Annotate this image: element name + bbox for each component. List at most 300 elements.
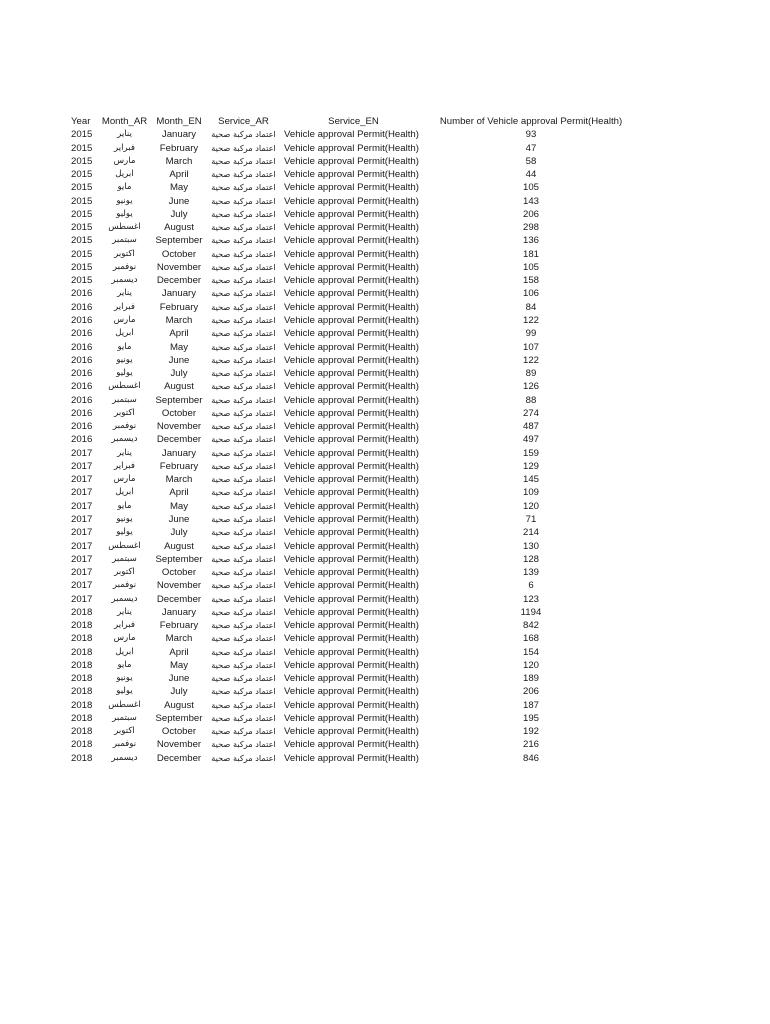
month-en-cell: December — [156, 434, 202, 446]
table-row — [66, 234, 636, 247]
service-en-cell: Vehicle approval Permit(Health) — [284, 328, 419, 340]
permit-count-cell: 107 — [522, 341, 539, 353]
permit-count-cell: 99 — [525, 328, 537, 340]
header-row — [66, 115, 636, 128]
year-cell: 2016 — [71, 301, 93, 313]
permit-count-cell: 6 — [528, 580, 534, 592]
month-en-cell: February — [159, 620, 199, 632]
table-row — [66, 354, 636, 367]
month-en-cell: June — [168, 513, 190, 525]
year-cell: 2017 — [71, 487, 93, 499]
table-row — [66, 632, 636, 645]
table-row — [66, 659, 636, 672]
month-ar-cell: ابريل — [115, 487, 134, 498]
month-en-cell: July — [170, 686, 188, 698]
permit-count-cell: 93 — [525, 129, 537, 141]
table-row — [66, 155, 636, 168]
table-row — [66, 433, 636, 446]
service-en-cell: Vehicle approval Permit(Health) — [284, 275, 419, 287]
table-row — [66, 380, 636, 393]
permit-count-cell: 214 — [522, 527, 539, 539]
year-cell: 2016 — [71, 407, 93, 419]
month-en-cell: June — [168, 195, 190, 207]
month-ar-cell: يناير — [117, 606, 132, 617]
service-ar-cell: اعتماد مركبة صحية — [211, 527, 276, 538]
service-ar-cell: اعتماد مركبة صحية — [211, 208, 276, 219]
service-en-cell: Vehicle approval Permit(Health) — [284, 474, 419, 486]
month-en-cell: November — [156, 739, 202, 751]
permit-count-cell: 846 — [522, 752, 539, 764]
year-cell: 2018 — [71, 686, 93, 698]
table-row — [66, 221, 636, 234]
service-ar-cell: اعتماد مركبة صحية — [211, 195, 276, 206]
month-ar-cell: نوفمبر — [112, 261, 137, 272]
service-ar-cell: اعتماد مركبة صحية — [211, 394, 276, 405]
permit-count-cell: 143 — [522, 195, 539, 207]
year-cell: 2018 — [71, 659, 93, 671]
permit-count-cell: 126 — [522, 381, 539, 393]
month-en-cell: August — [164, 222, 194, 234]
year-cell: 2015 — [71, 155, 93, 167]
month-en-cell: September — [155, 553, 203, 565]
table-row — [66, 725, 636, 738]
table-row — [66, 513, 636, 526]
month-ar-cell: يوليو — [116, 208, 133, 219]
month-en-cell: May — [169, 500, 189, 512]
month-ar-cell: نوفمبر — [112, 580, 137, 591]
month-ar-cell: ابريل — [115, 169, 134, 180]
year-cell: 2017 — [71, 580, 93, 592]
month-ar-cell: ديسمبر — [111, 275, 138, 286]
year-cell: 2018 — [71, 673, 93, 685]
service-ar-cell: اعتماد مركبة صحية — [211, 593, 276, 604]
permit-count-cell: 158 — [522, 275, 539, 287]
year-cell: 2015 — [71, 261, 93, 273]
service-en-cell: Vehicle approval Permit(Health) — [284, 593, 419, 605]
service-ar-cell: اعتماد مركبة صحية — [211, 434, 276, 445]
year-cell: 2017 — [71, 540, 93, 552]
table-row — [66, 128, 636, 141]
month-en-cell: November — [156, 580, 202, 592]
year-cell: 2015 — [71, 222, 93, 234]
permit-count-cell: 88 — [525, 394, 537, 406]
table-row — [66, 208, 636, 221]
service-en-cell: Vehicle approval Permit(Health) — [284, 567, 419, 579]
table-row — [66, 142, 636, 155]
service-ar-cell: اعتماد مركبة صحية — [211, 182, 276, 193]
table-row — [66, 181, 636, 194]
permit-count-cell: 192 — [522, 726, 539, 738]
service-en-cell: Vehicle approval Permit(Health) — [284, 739, 419, 751]
service-en-cell: Vehicle approval Permit(Health) — [284, 182, 419, 194]
month-ar-cell: نوفمبر — [112, 739, 137, 750]
table-row — [66, 261, 636, 274]
service-ar-cell: اعتماد مركبة صحية — [211, 421, 276, 432]
service-ar-cell: اعتماد مركبة صحية — [211, 752, 276, 763]
permit-count-cell: 122 — [522, 314, 539, 326]
permit-count-cell: 71 — [525, 513, 537, 525]
permit-count-cell: 497 — [522, 434, 539, 446]
year-cell: 2018 — [71, 752, 93, 764]
year-cell: 2017 — [71, 460, 93, 472]
service-ar-cell: اعتماد مركبة صحية — [211, 288, 276, 299]
permit-count-cell: 216 — [522, 739, 539, 751]
permit-count-cell: 120 — [522, 659, 539, 671]
year-cell: 2016 — [71, 394, 93, 406]
month-en-cell: February — [159, 142, 199, 154]
year-cell: 2018 — [71, 712, 93, 724]
service-en-cell: Vehicle approval Permit(Health) — [284, 447, 419, 459]
service-en-cell: Vehicle approval Permit(Health) — [284, 673, 419, 685]
table-row — [66, 738, 636, 751]
service-en-cell: Vehicle approval Permit(Health) — [284, 726, 419, 738]
month-en-cell: August — [164, 699, 194, 711]
spreadsheet-sheet — [66, 115, 636, 765]
table-row — [66, 274, 636, 287]
month-ar-cell: ابريل — [115, 646, 134, 657]
table-row — [66, 341, 636, 354]
column-header-service-ar: Service_AR — [218, 116, 269, 127]
service-en-cell: Vehicle approval Permit(Health) — [284, 712, 419, 724]
service-ar-cell: اعتماد مركبة صحية — [211, 580, 276, 591]
month-en-cell: July — [170, 368, 188, 380]
table-row — [66, 566, 636, 579]
table-row — [66, 394, 636, 407]
service-en-cell: Vehicle approval Permit(Health) — [284, 487, 419, 499]
month-en-cell: June — [168, 354, 190, 366]
month-ar-cell: يناير — [117, 288, 132, 299]
service-ar-cell: اعتماد مركبة صحية — [211, 646, 276, 657]
month-en-cell: January — [161, 129, 197, 141]
year-cell: 2015 — [71, 142, 93, 154]
month-ar-cell: يونيو — [116, 673, 133, 684]
service-en-cell: Vehicle approval Permit(Health) — [284, 129, 419, 141]
year-cell: 2017 — [71, 513, 93, 525]
year-cell: 2018 — [71, 606, 93, 618]
table-row — [66, 685, 636, 698]
year-cell: 2018 — [71, 620, 93, 632]
month-ar-cell: سبتمبر — [112, 235, 137, 246]
year-cell: 2018 — [71, 726, 93, 738]
month-ar-cell: فبراير — [114, 620, 135, 631]
month-ar-cell: ديسمبر — [111, 752, 138, 763]
table-row — [66, 646, 636, 659]
permit-count-cell: 122 — [522, 354, 539, 366]
month-ar-cell: اكتوبر — [114, 567, 135, 578]
year-cell: 2015 — [71, 129, 93, 141]
service-ar-cell: اعتماد مركبة صحية — [211, 142, 276, 153]
service-ar-cell: اعتماد مركبة صحية — [211, 540, 276, 551]
month-en-cell: March — [165, 314, 193, 326]
permit-count-cell: 89 — [525, 368, 537, 380]
month-en-cell: October — [161, 407, 197, 419]
month-ar-cell: اغسطس — [108, 540, 141, 551]
table-row — [66, 367, 636, 380]
year-cell: 2015 — [71, 235, 93, 247]
month-en-cell: November — [156, 421, 202, 433]
service-en-cell: Vehicle approval Permit(Health) — [284, 341, 419, 353]
permit-count-cell: 130 — [522, 540, 539, 552]
service-ar-cell: اعتماد مركبة صحية — [211, 328, 276, 339]
table-row — [66, 168, 636, 181]
table-row — [66, 460, 636, 473]
service-en-cell: Vehicle approval Permit(Health) — [284, 248, 419, 260]
service-en-cell: Vehicle approval Permit(Health) — [284, 527, 419, 539]
month-ar-cell: يوليو — [116, 686, 133, 697]
month-en-cell: July — [170, 527, 188, 539]
year-cell: 2015 — [71, 248, 93, 260]
month-en-cell: August — [164, 540, 194, 552]
month-ar-cell: يوليو — [116, 368, 133, 379]
service-ar-cell: اعتماد مركبة صحية — [211, 726, 276, 737]
month-en-cell: April — [169, 169, 189, 181]
table-row — [66, 486, 636, 499]
table-row — [66, 553, 636, 566]
year-cell: 2016 — [71, 368, 93, 380]
table-row — [66, 500, 636, 513]
service-en-cell: Vehicle approval Permit(Health) — [284, 169, 419, 181]
month-en-cell: March — [165, 474, 193, 486]
month-ar-cell: مارس — [113, 633, 136, 644]
table-row — [66, 195, 636, 208]
service-ar-cell: اعتماد مركبة صحية — [211, 368, 276, 379]
service-ar-cell: اعتماد مركبة صحية — [211, 553, 276, 564]
service-ar-cell: اعتماد مركبة صحية — [211, 341, 276, 352]
table-row — [66, 473, 636, 486]
month-ar-cell: مايو — [117, 182, 132, 193]
service-en-cell: Vehicle approval Permit(Health) — [284, 155, 419, 167]
month-ar-cell: مارس — [113, 155, 136, 166]
year-cell: 2017 — [71, 553, 93, 565]
service-en-cell: Vehicle approval Permit(Health) — [284, 553, 419, 565]
service-en-cell: Vehicle approval Permit(Health) — [284, 354, 419, 366]
month-ar-cell: نوفمبر — [112, 421, 137, 432]
table-row — [66, 619, 636, 632]
permit-count-cell: 44 — [525, 169, 537, 181]
service-ar-cell: اعتماد مركبة صحية — [211, 712, 276, 723]
month-ar-cell: يوليو — [116, 527, 133, 538]
month-en-cell: August — [164, 381, 194, 393]
year-cell: 2018 — [71, 699, 93, 711]
month-ar-cell: ديسمبر — [111, 434, 138, 445]
year-cell: 2017 — [71, 447, 93, 459]
month-ar-cell: مايو — [117, 659, 132, 670]
service-en-cell: Vehicle approval Permit(Health) — [284, 421, 419, 433]
month-en-cell: June — [168, 673, 190, 685]
year-cell: 2016 — [71, 314, 93, 326]
table-row — [66, 287, 636, 300]
service-en-cell: Vehicle approval Permit(Health) — [284, 633, 419, 645]
service-ar-cell: اعتماد مركبة صحية — [211, 513, 276, 524]
year-cell: 2015 — [71, 208, 93, 220]
service-en-cell: Vehicle approval Permit(Health) — [284, 208, 419, 220]
service-ar-cell: اعتماد مركبة صحية — [211, 567, 276, 578]
service-en-cell: Vehicle approval Permit(Health) — [284, 314, 419, 326]
service-en-cell: Vehicle approval Permit(Health) — [284, 606, 419, 618]
service-en-cell: Vehicle approval Permit(Health) — [284, 540, 419, 552]
month-ar-cell: فبراير — [114, 301, 135, 312]
month-ar-cell: سبتمبر — [112, 712, 137, 723]
month-ar-cell: فبراير — [114, 460, 135, 471]
service-ar-cell: اعتماد مركبة صحية — [211, 169, 276, 180]
month-en-cell: May — [169, 341, 189, 353]
year-cell: 2015 — [71, 275, 93, 287]
service-ar-cell: اعتماد مركبة صحية — [211, 686, 276, 697]
month-en-cell: September — [155, 394, 203, 406]
month-ar-cell: فبراير — [114, 142, 135, 153]
month-en-cell: May — [169, 182, 189, 194]
service-en-cell: Vehicle approval Permit(Health) — [284, 288, 419, 300]
service-en-cell: Vehicle approval Permit(Health) — [284, 686, 419, 698]
service-en-cell: Vehicle approval Permit(Health) — [284, 394, 419, 406]
service-ar-cell: اعتماد مركبة صحية — [211, 620, 276, 631]
month-en-cell: September — [155, 712, 203, 724]
column-header-month-en: Month_EN — [156, 116, 202, 127]
column-header-month-ar: Month_AR — [101, 116, 148, 127]
month-en-cell: December — [156, 593, 202, 605]
table-row — [66, 327, 636, 340]
year-cell: 2016 — [71, 421, 93, 433]
year-cell: 2017 — [71, 593, 93, 605]
permit-count-cell: 159 — [522, 447, 539, 459]
month-ar-cell: يونيو — [116, 195, 133, 206]
permit-count-cell: 187 — [522, 699, 539, 711]
month-en-cell: February — [159, 460, 199, 472]
year-cell: 2015 — [71, 182, 93, 194]
month-ar-cell: اغسطس — [108, 381, 141, 392]
service-ar-cell: اعتماد مركبة صحية — [211, 606, 276, 617]
month-ar-cell: ديسمبر — [111, 593, 138, 604]
service-en-cell: Vehicle approval Permit(Health) — [284, 699, 419, 711]
service-ar-cell: اعتماد مركبة صحية — [211, 235, 276, 246]
service-ar-cell: اعتماد مركبة صحية — [211, 314, 276, 325]
table-row — [66, 712, 636, 725]
service-ar-cell: اعتماد مركبة صحية — [211, 699, 276, 710]
permit-count-cell: 105 — [522, 261, 539, 273]
data-table — [66, 115, 636, 765]
month-en-cell: January — [161, 288, 197, 300]
year-cell: 2016 — [71, 434, 93, 446]
month-en-cell: April — [169, 487, 189, 499]
service-ar-cell: اعتماد مركبة صحية — [211, 500, 276, 511]
permit-count-cell: 181 — [522, 248, 539, 260]
service-en-cell: Vehicle approval Permit(Health) — [284, 261, 419, 273]
year-cell: 2016 — [71, 354, 93, 366]
service-ar-cell: اعتماد مركبة صحية — [211, 659, 276, 670]
month-en-cell: July — [170, 208, 188, 220]
column-header-service-en: Service_EN — [328, 116, 379, 127]
service-ar-cell: اعتماد مركبة صحية — [211, 275, 276, 286]
month-en-cell: November — [156, 261, 202, 273]
table-row — [66, 606, 636, 619]
service-en-cell: Vehicle approval Permit(Health) — [284, 752, 419, 764]
permit-count-cell: 487 — [522, 421, 539, 433]
month-en-cell: December — [156, 275, 202, 287]
service-en-cell: Vehicle approval Permit(Health) — [284, 301, 419, 313]
service-ar-cell: اعتماد مركبة صحية — [211, 460, 276, 471]
service-en-cell: Vehicle approval Permit(Health) — [284, 222, 419, 234]
year-cell: 2018 — [71, 646, 93, 658]
service-ar-cell: اعتماد مركبة صحية — [211, 381, 276, 392]
service-ar-cell: اعتماد مركبة صحية — [211, 447, 276, 458]
year-cell: 2016 — [71, 381, 93, 393]
service-en-cell: Vehicle approval Permit(Health) — [284, 368, 419, 380]
table-row — [66, 420, 636, 433]
service-ar-cell: اعتماد مركبة صحية — [211, 248, 276, 259]
table-row — [66, 593, 636, 606]
permit-count-cell: 136 — [522, 235, 539, 247]
month-en-cell: March — [165, 633, 193, 645]
service-en-cell: Vehicle approval Permit(Health) — [284, 235, 419, 247]
table-row — [66, 301, 636, 314]
service-en-cell: Vehicle approval Permit(Health) — [284, 500, 419, 512]
service-en-cell: Vehicle approval Permit(Health) — [284, 620, 419, 632]
service-en-cell: Vehicle approval Permit(Health) — [284, 407, 419, 419]
year-cell: 2015 — [71, 195, 93, 207]
table-row — [66, 314, 636, 327]
month-en-cell: April — [169, 646, 189, 658]
month-en-cell: January — [161, 606, 197, 618]
service-en-cell: Vehicle approval Permit(Health) — [284, 513, 419, 525]
month-en-cell: October — [161, 567, 197, 579]
table-row — [66, 752, 636, 765]
year-cell: 2017 — [71, 500, 93, 512]
month-ar-cell: سبتمبر — [112, 553, 137, 564]
service-ar-cell: اعتماد مركبة صحية — [211, 474, 276, 485]
year-cell: 2016 — [71, 341, 93, 353]
month-ar-cell: يناير — [117, 447, 132, 458]
month-ar-cell: اكتوبر — [114, 726, 135, 737]
year-cell: 2015 — [71, 169, 93, 181]
year-cell: 2017 — [71, 567, 93, 579]
month-ar-cell: يونيو — [116, 354, 133, 365]
year-cell: 2018 — [71, 739, 93, 751]
permit-count-cell: 123 — [522, 593, 539, 605]
table-row — [66, 672, 636, 685]
month-ar-cell: مارس — [113, 474, 136, 485]
column-header-year: Year — [71, 116, 91, 127]
service-en-cell: Vehicle approval Permit(Health) — [284, 434, 419, 446]
year-cell: 2017 — [71, 474, 93, 486]
permit-count-cell: 195 — [522, 712, 539, 724]
month-ar-cell: سبتمبر — [112, 394, 137, 405]
table-row — [66, 447, 636, 460]
month-en-cell: September — [155, 235, 203, 247]
month-en-cell: October — [161, 248, 197, 260]
month-ar-cell: يناير — [117, 129, 132, 140]
month-en-cell: May — [169, 659, 189, 671]
service-en-cell: Vehicle approval Permit(Health) — [284, 195, 419, 207]
service-en-cell: Vehicle approval Permit(Health) — [284, 381, 419, 393]
month-ar-cell: مايو — [117, 500, 132, 511]
month-ar-cell: اغسطس — [108, 222, 141, 233]
year-cell: 2017 — [71, 527, 93, 539]
month-en-cell: October — [161, 726, 197, 738]
permit-count-cell: 139 — [522, 567, 539, 579]
service-en-cell: Vehicle approval Permit(Health) — [284, 646, 419, 658]
table-row — [66, 579, 636, 592]
month-ar-cell: اكتوبر — [114, 407, 135, 418]
permit-count-cell: 842 — [522, 620, 539, 632]
column-header-permit-count: Number of Vehicle approval Permit(Health) — [439, 116, 623, 127]
service-ar-cell: اعتماد مركبة صحية — [211, 487, 276, 498]
month-en-cell: January — [161, 447, 197, 459]
month-ar-cell: ابريل — [115, 328, 134, 339]
year-cell: 2018 — [71, 633, 93, 645]
permit-count-cell: 145 — [522, 474, 539, 486]
permit-count-cell: 206 — [522, 686, 539, 698]
year-cell: 2016 — [71, 288, 93, 300]
